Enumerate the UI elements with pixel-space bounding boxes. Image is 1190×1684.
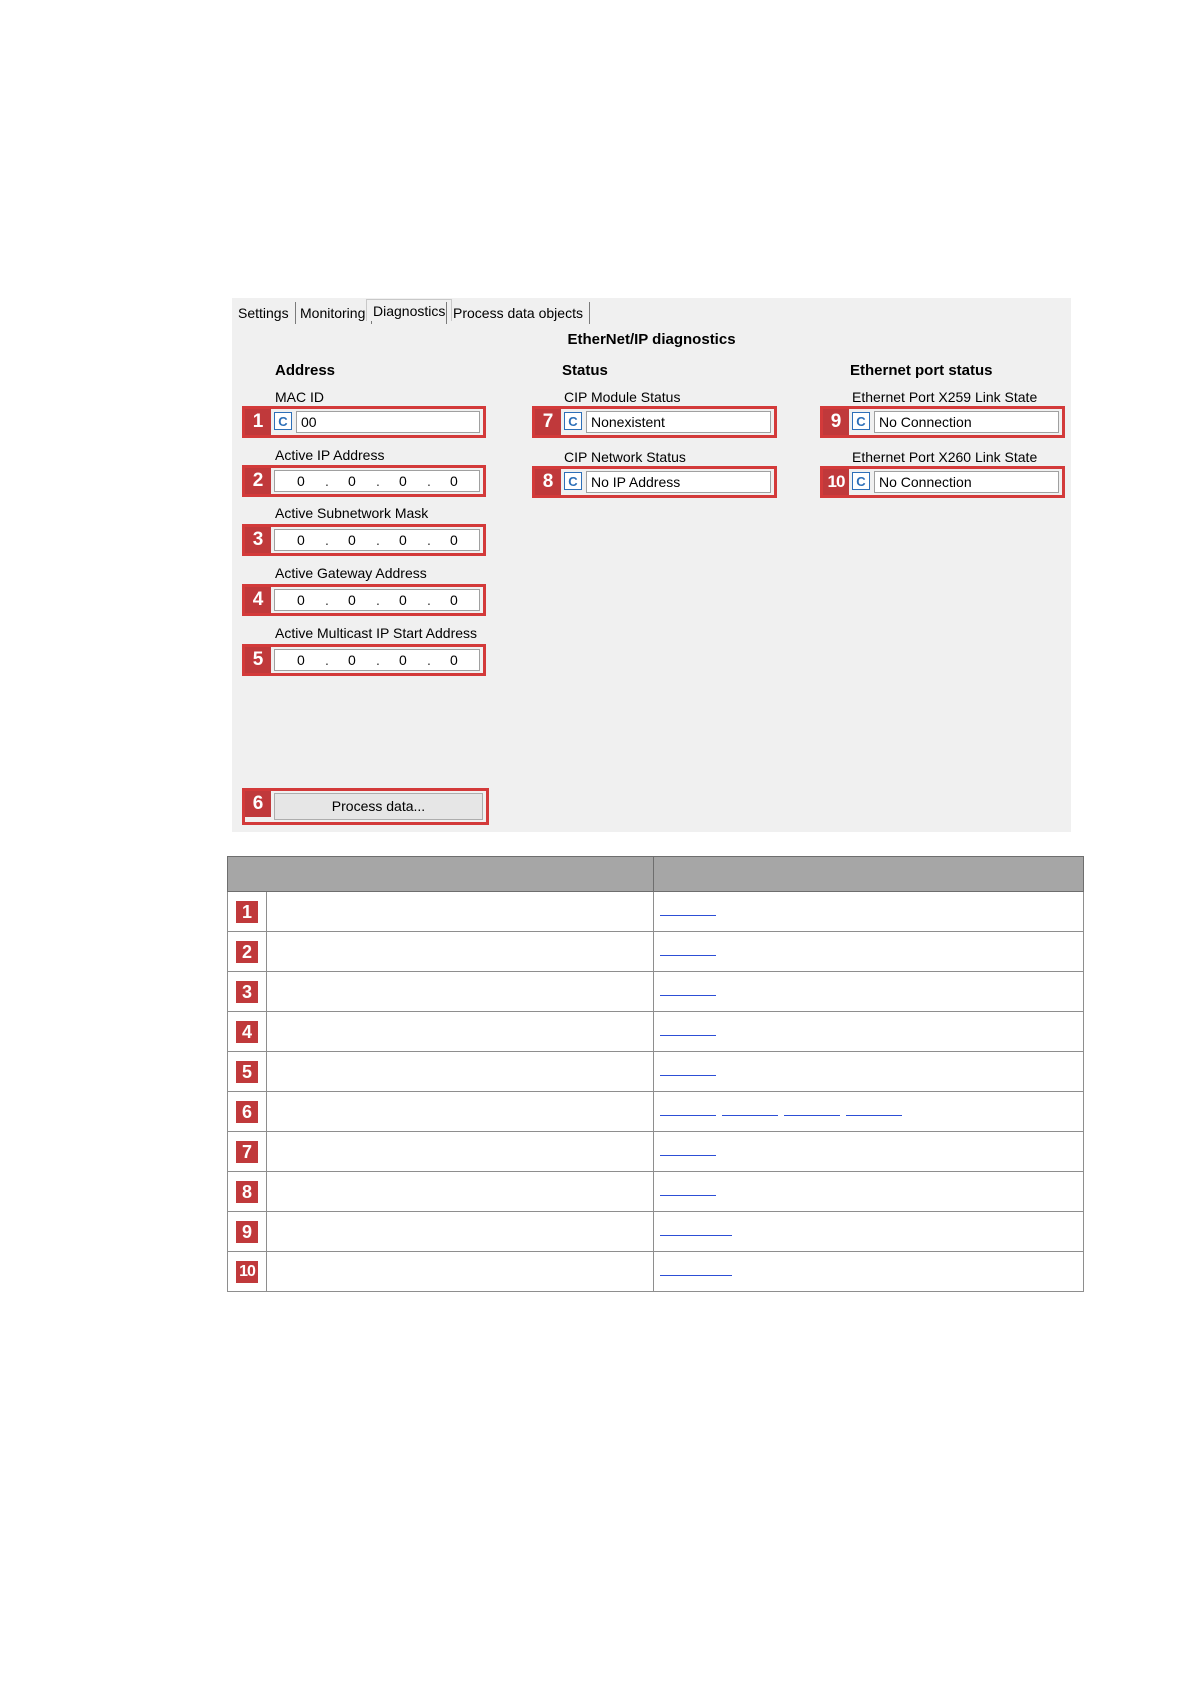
address-heading: Address [275,362,336,379]
tab-monitoring[interactable]: Monitoring [294,302,372,324]
reference-link[interactable] [660,1145,716,1156]
reference-link[interactable] [660,945,716,956]
legend-reference [654,1212,1084,1252]
callout-8: 8 [535,469,561,495]
cip-network-status-field[interactable]: No IP Address [586,471,771,493]
callout-4: 4 [245,587,271,613]
reference-link[interactable] [784,1105,840,1116]
subnet-mask-group [242,524,486,556]
ip-dot: . [325,532,329,548]
table-row [228,932,1084,972]
cip-module-status-group [532,406,777,438]
table-row [228,1252,1084,1292]
tab-process-data-objects[interactable]: Process data objects [446,302,590,324]
process-data-button[interactable]: Process data... [274,793,483,820]
ip-octet: 0 [297,652,305,668]
legend-reference [654,1092,1084,1132]
reference-link[interactable] [660,1265,732,1276]
reference-link[interactable] [660,1025,716,1036]
gateway-field[interactable] [274,589,480,611]
subnet-mask-field[interactable] [274,529,480,551]
callout-7: 7 [535,409,561,435]
c-badge-icon: C [564,472,582,490]
legend-reference [654,1132,1084,1172]
legend-description [267,972,654,1012]
callout-10: 10 [823,469,849,495]
legend-callout-6: 6 [236,1101,258,1123]
table-row [228,892,1084,932]
ip-dot: . [427,652,431,668]
reference-link[interactable] [846,1105,902,1116]
table-row [228,1212,1084,1252]
legend-description [267,1092,654,1132]
ip-octet: 0 [399,652,407,668]
c-badge-icon: C [852,412,870,430]
legend-callout-8: 8 [236,1181,258,1203]
active-ip-label: Active IP Address [275,447,385,463]
cip-network-status-group [532,466,777,498]
ip-octet: 0 [348,473,356,489]
ip-dot: . [427,473,431,489]
ip-octet: 0 [348,532,356,548]
legend-description [267,1052,654,1092]
cip-network-status-label: CIP Network Status [564,449,686,465]
ip-octet: 0 [450,473,458,489]
legend-header-left [228,857,654,892]
callout-1: 1 [245,409,271,435]
legend-header [228,857,1084,892]
ip-octet: 0 [450,532,458,548]
cip-module-status-label: CIP Module Status [564,389,681,405]
callout-2: 2 [245,468,271,494]
mac-id-label: MAC ID [275,389,324,405]
callout-6: 6 [245,791,271,817]
port-x259-label: Ethernet Port X259 Link State [852,389,1038,405]
ip-octet: 0 [399,532,407,548]
legend-callout-10: 10 [236,1261,258,1283]
legend-callout-7: 7 [236,1141,258,1163]
ip-dot: . [376,592,380,608]
ip-octet: 0 [450,592,458,608]
port-x260-label: Ethernet Port X260 Link State [852,449,1038,465]
legend-callout-3: 3 [236,981,258,1003]
legend-table [227,856,1084,1292]
legend-callout-2: 2 [236,941,258,963]
multicast-field[interactable] [274,649,480,671]
table-row [228,1052,1084,1092]
ip-dot: . [325,473,329,489]
port-x259-group [820,406,1065,438]
ip-dot: . [376,652,380,668]
legend-description [267,1212,654,1252]
ip-dot: . [427,532,431,548]
gateway-label: Active Gateway Address [275,565,427,581]
legend-description [267,1172,654,1212]
tab-bar [232,302,1071,326]
table-row [228,1012,1084,1052]
port-status-heading: Ethernet port status [850,362,993,379]
legend-callout-9: 9 [236,1221,258,1243]
legend-description [267,1132,654,1172]
ip-dot: . [376,473,380,489]
mac-id-group [242,406,486,438]
legend-description [267,932,654,972]
reference-link[interactable] [722,1105,778,1116]
reference-link[interactable] [660,985,716,996]
multicast-group [242,644,486,676]
legend-description [267,1252,654,1292]
legend-reference [654,972,1084,1012]
gateway-group [242,584,486,616]
legend-reference [654,1052,1084,1092]
table-row [228,1172,1084,1212]
cip-module-status-field[interactable]: Nonexistent [586,411,771,433]
tab-diagnostics[interactable]: Diagnostics [366,299,452,321]
diagnostics-panel [232,298,1071,832]
legend-description [267,892,654,932]
callout-3: 3 [245,527,271,553]
ip-octet: 0 [297,532,305,548]
ip-dot: . [427,592,431,608]
ip-dot: . [325,652,329,668]
ip-octet: 0 [450,652,458,668]
legend-reference [654,1012,1084,1052]
c-badge-icon: C [564,412,582,430]
c-badge-icon: C [852,472,870,490]
multicast-label: Active Multicast IP Start Address [275,625,478,641]
reference-link[interactable] [660,1225,732,1236]
legend-callout-1: 1 [236,901,258,923]
dialog-title: EtherNet/IP diagnostics [567,331,736,348]
active-ip-group [242,465,486,497]
ip-octet: 0 [399,592,407,608]
reference-link[interactable] [660,1185,716,1196]
status-heading: Status [562,362,608,379]
ip-octet: 0 [399,473,407,489]
mac-id-field[interactable]: 00 [296,411,480,433]
callout-5: 5 [245,647,271,673]
table-row [228,972,1084,1012]
reference-link[interactable] [660,1105,716,1116]
ip-octet: 0 [348,652,356,668]
ip-dot: . [325,592,329,608]
tab-settings[interactable]: Settings [232,302,296,324]
legend-callout-4: 4 [236,1021,258,1043]
callout-9: 9 [823,409,849,435]
table-row [228,1132,1084,1172]
active-ip-field[interactable] [274,470,480,492]
ip-octet: 0 [348,592,356,608]
legend-reference [654,932,1084,972]
c-badge-icon: C [274,412,292,430]
legend-reference [654,1172,1084,1212]
legend-reference [654,892,1084,932]
reference-link[interactable] [660,1065,716,1076]
legend-reference [654,1252,1084,1292]
port-x259-field[interactable]: No Connection [874,411,1059,433]
legend-callout-5: 5 [236,1061,258,1083]
ip-octet: 0 [297,473,305,489]
ip-dot: . [376,532,380,548]
port-x260-group [820,466,1065,498]
legend-header-right [654,857,1084,892]
subnet-mask-label: Active Subnetwork Mask [275,505,429,521]
ip-octet: 0 [297,592,305,608]
process-data-group [242,788,489,825]
table-row [228,1092,1084,1132]
legend-description [267,1012,654,1052]
reference-link[interactable] [660,905,716,916]
port-x260-field[interactable]: No Connection [874,471,1059,493]
